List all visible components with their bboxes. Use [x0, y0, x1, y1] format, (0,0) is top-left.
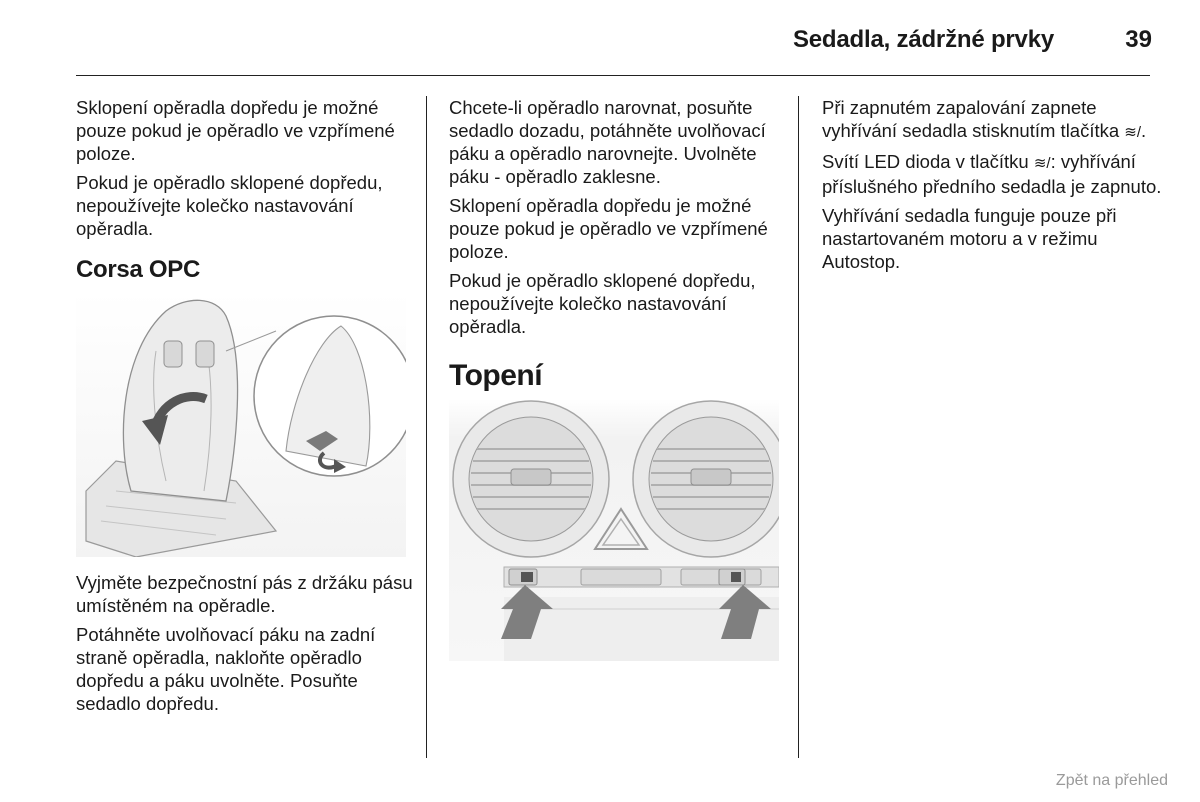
paragraph: Pokud je opěradlo sklopené dopředu, nepoužívejte kolečko nastavování opěradla.	[76, 172, 383, 239]
paragraph: Sklopení opěradla dopředu je možné pouze pokud je opěradlo ve vzpřímené poloze.	[76, 97, 395, 164]
column-1	[76, 96, 416, 721]
text-fragment: : vyhřívání příslušného předního sedadla je zapnuto.	[822, 151, 1162, 197]
column-divider-1	[426, 96, 427, 758]
paragraph: Potáhněte uvolňovací páku na zadní straně opěradla, nakloňte opěradlo dopředu a páku uvolněte. Posuňte sedadlo dopředu.	[76, 624, 376, 714]
paragraph: Pokud je opěradlo sklopené dopředu, nepoužívejte kolečko nastavování opěradla.	[449, 270, 756, 337]
text-fragment: Při zapnutém zapalování zapnete vyhřívání sedadla stisknutím tlačítka	[822, 97, 1125, 141]
subheading-corsa-opc: Corsa OPC	[76, 256, 201, 283]
back-to-overview-link[interactable]: Zpět na přehled	[1055, 772, 1168, 789]
paragraph	[822, 150, 1162, 198]
text-fragment: .	[1141, 120, 1147, 141]
paragraph: Vyhřívání sedadla funguje pouze při nastartovaném motoru a v režimu Autostop.	[822, 205, 1117, 272]
paragraph: Sklopení opěradla dopředu je možné pouze pokud je opěradlo ve vzpřímené poloze.	[449, 195, 768, 262]
column-divider-2	[798, 96, 799, 758]
heading-topeni: Topení	[449, 359, 543, 392]
header-divider	[76, 75, 1150, 76]
section-title: Sedadla, zádržné prvky	[792, 26, 1054, 53]
paragraph	[822, 96, 1162, 144]
dashboard-heated-seat-buttons-illustration	[449, 399, 779, 661]
paragraph: Chcete-li opěradlo narovnat, posuňte sedadlo dozadu, potáhněte uvolňovací páku a opěradlo narovnejte. Uvolněte páku - opěradlo zaklesne.	[449, 97, 766, 187]
page-number: 39	[1125, 26, 1152, 53]
column-3	[822, 96, 1162, 279]
seat-backrest-illustration	[76, 291, 406, 557]
seat-heating-icon: ≋/	[1033, 155, 1051, 172]
seat-heating-icon: ≋/	[1124, 124, 1142, 141]
paragraph: Vyjměte bezpečnostní pás z držáku pásu umístěném na opěradle.	[76, 572, 413, 616]
column-2	[449, 96, 789, 675]
text-fragment: Svítí LED dioda v tlačítku	[822, 151, 1034, 172]
